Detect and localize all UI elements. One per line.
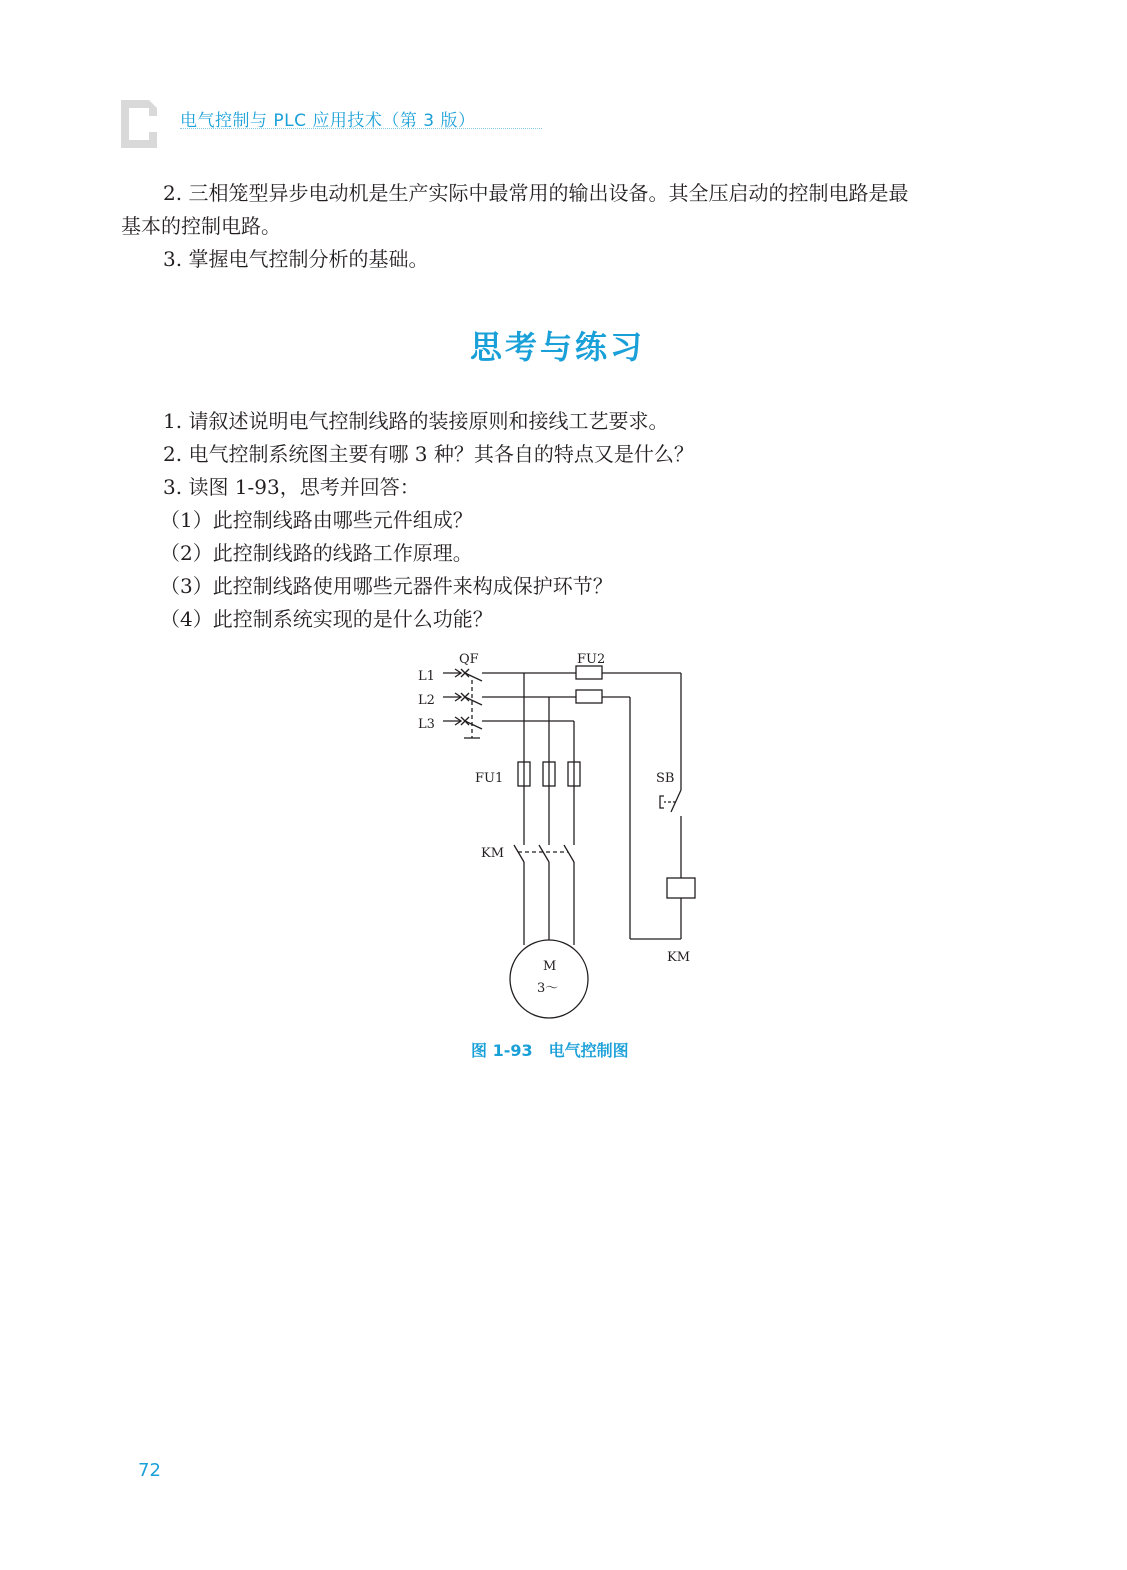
exercise-3-sub-4: （4）此控制系统实现的是什么功能？ <box>160 607 493 631</box>
exercise-3: 3. 读图 1-93，思考并回答： <box>163 475 420 499</box>
label-motor-m: M <box>543 959 557 974</box>
label-km-contacts: KM <box>481 846 505 861</box>
exercise-3-sub-3: （3）此控制线路使用哪些元器件来构成保护环节？ <box>160 574 613 598</box>
label-motor-phase: 3～ <box>537 981 559 996</box>
exercise-3-sub-1: （1）此控制线路由哪些元件组成？ <box>160 508 473 532</box>
summary-item-2-line1: 2. 三相笼型异步电动机是生产实际中最常用的输出设备。其全压启动的控制电路是最 <box>163 181 909 205</box>
label-sb: SB <box>656 771 675 786</box>
exercise-2: 2. 电气控制系统图主要有哪 3 种？其各自的特点又是什么？ <box>163 442 694 466</box>
header-rule <box>180 128 542 129</box>
circuit-diagram <box>400 640 720 1030</box>
section-title: 思考与练习 <box>469 328 645 366</box>
running-header: 电气控制与 PLC 应用技术（第 3 版） <box>180 111 476 131</box>
page-number: 72 <box>138 1460 161 1481</box>
figure-caption-text: 电气控制图 <box>548 1041 629 1060</box>
label-fu2: FU2 <box>577 652 606 667</box>
summary-item-2-line2: 基本的控制电路。 <box>121 214 281 238</box>
label-qf: QF <box>459 652 479 667</box>
corner-bracket-icon <box>119 98 159 150</box>
label-l3: L3 <box>418 717 435 732</box>
label-fu1: FU1 <box>475 771 504 786</box>
label-l1: L1 <box>418 669 435 684</box>
figure-caption-number: 图 1-93 <box>471 1041 533 1060</box>
figure-caption <box>471 1038 629 1061</box>
label-l2: L2 <box>418 693 435 708</box>
exercise-3-sub-2: （2）此控制线路的线路工作原理。 <box>160 541 473 565</box>
label-km-coil: KM <box>667 950 691 965</box>
summary-item-3: 3. 掌握电气控制分析的基础。 <box>163 247 429 271</box>
exercise-1: 1. 请叙述说明电气控制线路的装接原则和接线工艺要求。 <box>163 409 669 433</box>
